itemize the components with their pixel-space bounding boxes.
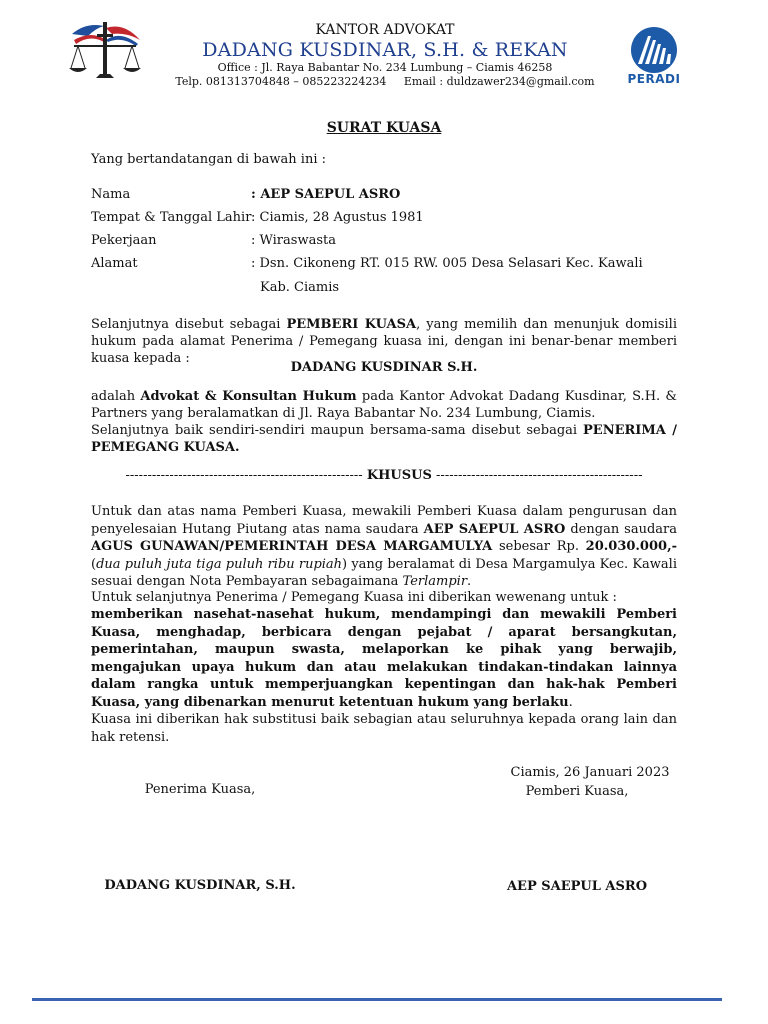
substitution-clause: Kuasa ini diberikan hak substitusi baik sebagian atau seluruhnya kepada orang lain dan hak retensi. — [91, 712, 677, 745]
recipient-role: Penerima Kuasa, — [144, 782, 256, 797]
paragraph-pengurusan — [91, 503, 677, 591]
field-label: Pekerjaan — [91, 233, 157, 248]
dashes-left: ------------------------------------------------------ — [125, 468, 363, 483]
text-run-italic: Terlampir — [402, 574, 468, 589]
text-run: pada Kantor Advokat Dadang Kusdinar, S.H. & Partners yang beralamatkan di Jl. Raya Babantar No. 234 Lumbung, Ciamis. — [91, 389, 677, 421]
text-run: sebesar Rp. — [492, 539, 586, 554]
scales-of-justice-logo-icon — [66, 18, 144, 88]
field-value: : Wiraswasta — [251, 233, 336, 248]
title-text: SURAT KUASA — [326, 120, 442, 136]
field-label: Tempat & Tanggal Lahir — [91, 210, 252, 225]
text-run-bold: AEP SAEPUL ASRO — [423, 521, 566, 537]
office-address: Office : Jl. Raya Babantar No. 234 Lumbung – Ciamis 46258 — [217, 61, 553, 74]
peradi-logo-text: PERADI — [627, 72, 681, 86]
place-date: Ciamis, 26 Januari 2023 — [510, 765, 670, 780]
org-type: KANTOR ADVOKAT — [315, 22, 455, 38]
text-run-bold: PEMBERI KUASA — [286, 317, 417, 332]
intro-text: Yang bertandatangan di bawah ini : — [91, 152, 326, 167]
authority-intro: Untuk selanjutnya Penerima / Pemegang Kuasa ini diberikan wewenang untuk : — [91, 590, 617, 605]
field-label: Nama — [91, 187, 131, 202]
recipient-name: DADANG KUSDINAR, S.H. — [104, 878, 296, 893]
field-value: : Ciamis, 28 Agustus 1981 — [251, 210, 424, 225]
authority-list — [91, 606, 677, 711]
address-continuation: Kab. Ciamis — [260, 280, 340, 295]
peradi-logo — [614, 24, 694, 92]
text-run: ) yang beralamat di Desa Margamulya Kec. Kawali sesuai dengan Nota Pembayaran sebagaimana — [91, 556, 677, 589]
text-run: . — [467, 574, 472, 589]
text-run: adalah — [91, 389, 141, 404]
grantee-name: DADANG KUSDINAR S.H. — [290, 360, 478, 375]
footer-rule — [32, 998, 722, 1001]
text-run: , yang memilih dan menunjuk domisili hukum pada alamat Penerima / Pemegang kuasa ini, dengan ini benar-benar memberi kuasa kepada : — [91, 317, 677, 366]
field-value: : AEP SAEPUL ASRO — [251, 187, 401, 202]
text-run-bold: AGUS GUNAWAN/PEMERINTAH DESA MARGAMULYA — [91, 539, 493, 554]
dashes-right: ----------------------------------------------- — [436, 468, 643, 483]
text-run-bold: memberikan nasehat-nasehat hukum, mendampingi dan mewakili Pemberi Kuasa, menghadap, berbicara dengan pejabat / aparat bersangkutan, pemerintahan, maupun swasta, melaporkan ke pihak yang berwajib, mengajukan upaya hukum dan atau melakukan tindakan-tindakan lainnya dalam rangka untuk memperjuangkan kepentingan dan hak-hak Pemberi Kuasa, yang dibenarkan menurut ketentuan hukum yang berlaku — [91, 607, 677, 710]
text-run: Selanjutnya baik sendiri-sendiri maupun bersama-sama disebut sebagai — [91, 423, 584, 438]
text-run: dengan saudara — [565, 521, 677, 537]
text-run-bold: PENERIMA / PEMEGANG KUASA. — [91, 423, 677, 455]
text-run-italic: dua puluh juta tiga puluh ribu rupiah — [96, 556, 343, 572]
grantor-name-signature: AEP SAEPUL ASRO — [506, 879, 648, 894]
text-run: Untuk dan atas nama Pemberi Kuasa, mewakili Pemberi Kuasa dalam pengurusan dan penyelesaian Hutang Piutang atas nama saudara — [91, 504, 677, 537]
khusus-label: KHUSUS — [366, 468, 432, 483]
text-run: ( — [91, 556, 97, 572]
paragraph-penerima-kuasa — [91, 388, 677, 456]
text-run-bold: 20.030.000,- — [585, 539, 677, 554]
text-run: . — [568, 694, 573, 710]
document-title — [0, 119, 768, 137]
text-run: Selanjutnya disebut sebagai — [91, 317, 287, 332]
firm-name: DADANG KUSDINAR, S.H. & REKAN — [202, 39, 568, 61]
contact-info: Telp. 081313704848 – 085223224234 Email : duldzawer234@gmail.com — [175, 75, 595, 88]
grantor-role: Pemberi Kuasa, — [525, 784, 629, 799]
khusus-divider — [0, 468, 768, 483]
field-label: Alamat — [91, 256, 138, 271]
text-run-bold: Advokat & Konsultan Hukum — [140, 389, 357, 404]
field-value: : Dsn. Cikoneng RT. 015 RW. 005 Desa Selasari Kec. Kawali — [251, 256, 643, 271]
